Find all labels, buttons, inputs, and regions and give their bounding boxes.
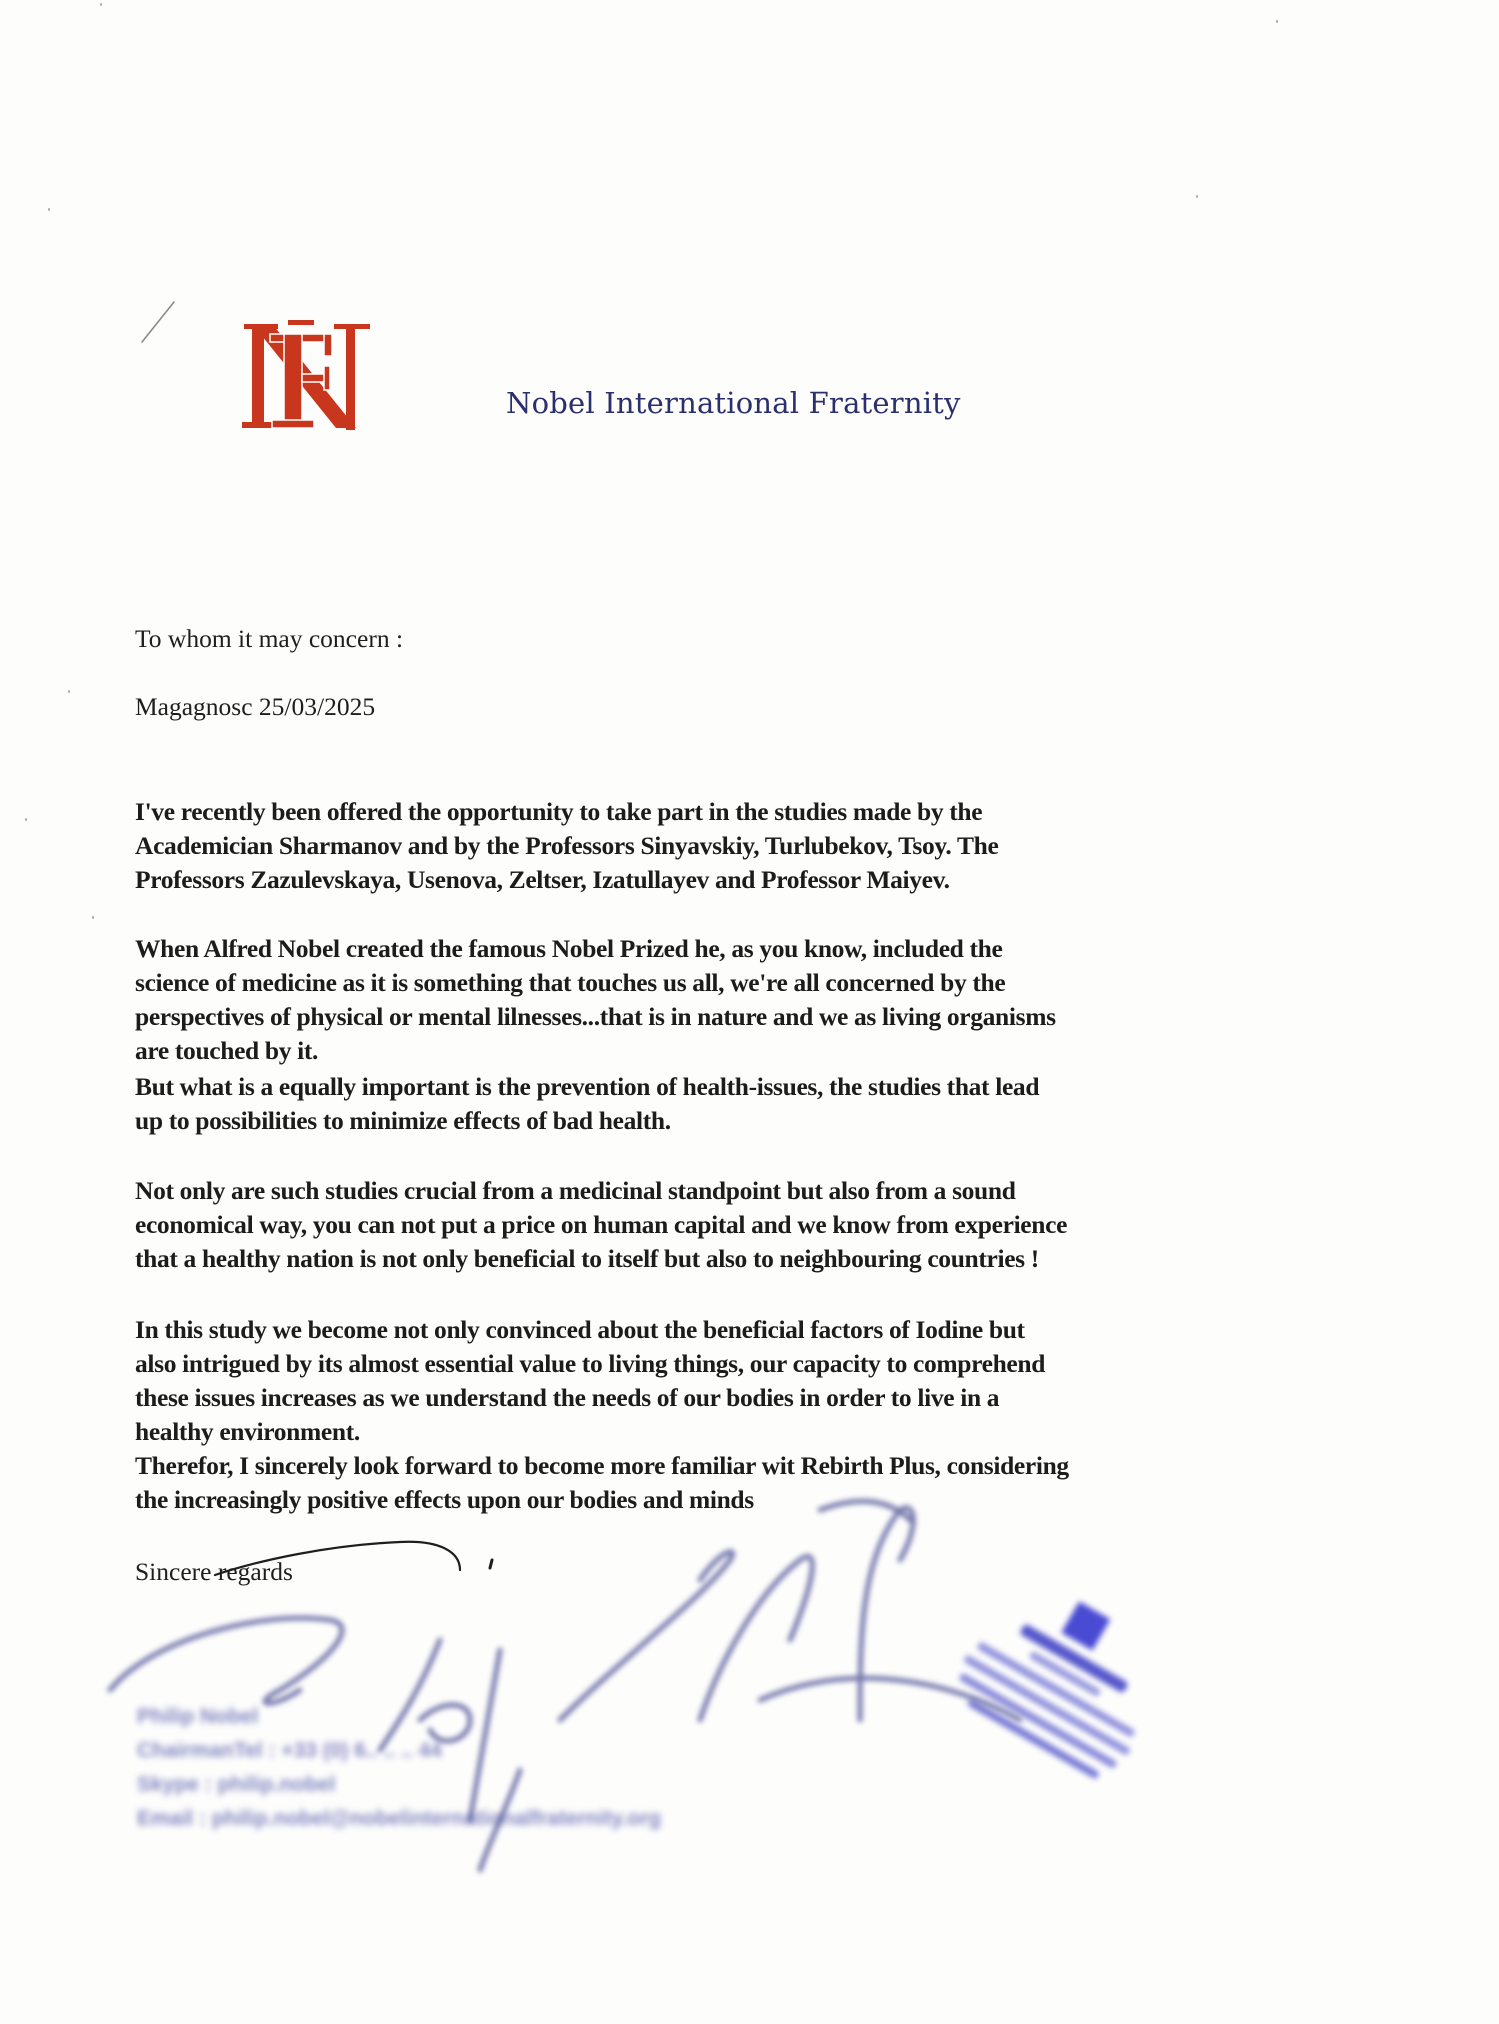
- contact-email: Email : philip.nobel@nobelinternationalfraternity.org: [137, 1807, 662, 1830]
- body-line: these issues increases as we understand the needs of our bodies in order to live in a: [135, 1383, 1000, 1412]
- body-line: In this study we become not only convinced about the beneficial factors of Iodine but: [135, 1315, 1025, 1344]
- body-line: Therefor, I sincerely look forward to become more familiar wit Rebirth Plus, considering: [135, 1451, 1069, 1480]
- body-line: I've recently been offered the opportunity to take part in the studies made by the: [135, 797, 983, 826]
- stamp-text-line: [966, 1698, 1100, 1780]
- scan-speck: [48, 208, 50, 211]
- body-line: But what is a equally important is the prevention of health-issues, the studies that lead: [135, 1072, 1040, 1101]
- body-line: Academician Sharmanov and by the Professors Sinyavskiy, Turlubekov, Tsoy. The: [135, 831, 999, 860]
- contact-name: Philip Nobel: [137, 1705, 259, 1728]
- place-date: Magagnosc 25/03/2025: [135, 692, 376, 721]
- scan-speck: [100, 3, 102, 6]
- scan-speck: [1276, 20, 1278, 23]
- nif-monogram-logo-icon: [240, 318, 372, 432]
- closing: Sincere regards: [135, 1557, 293, 1586]
- salutation: To whom it may concern :: [135, 624, 404, 653]
- body-line: also intrigued by its almost essential value to living things, our capacity to comprehend: [135, 1349, 1046, 1378]
- body-line: that a healthy nation is not only beneficial to itself but also to neighbouring countries !: [135, 1244, 1039, 1273]
- contact-block: [137, 1700, 661, 1836]
- body-line: When Alfred Nobel created the famous Nobel Prized he, as you know, included the: [135, 934, 1003, 963]
- body-line: science of medicine as it is something that touches us all, we're all concerned by the: [135, 968, 1006, 997]
- body-line: healthy environment.: [135, 1417, 360, 1446]
- scan-speck: [68, 690, 70, 693]
- scan-speck: [1196, 195, 1198, 198]
- body-line: Not only are such studies crucial from a medicinal standpoint but also from a sound: [135, 1176, 1016, 1205]
- contact-title-phone: ChairmanTel : +33 (0) 6.. .. .. 44: [137, 1739, 442, 1762]
- body-line: perspectives of physical or mental lilnesses...that is in nature and we as living organisms: [135, 1002, 1056, 1031]
- contact-skype: Skype : philip.nobel: [137, 1773, 336, 1796]
- pencil-mark-icon: [138, 298, 178, 346]
- scan-speck: [92, 916, 94, 919]
- official-stamp-icon: [896, 1553, 1204, 1846]
- stamp-logo-icon: [1061, 1601, 1110, 1650]
- body-line: are touched by it.: [135, 1036, 319, 1065]
- body-line: Professors Zazulevskaya, Usenova, Zeltser, Izatullayev and Professor Maiyev.: [135, 865, 950, 894]
- body-line: the increasingly positive effects upon our bodies and minds: [135, 1485, 754, 1514]
- organization-name: Nobel International Fraternity: [506, 386, 961, 420]
- scan-speck: [25, 818, 27, 821]
- body-line: up to possibilities to minimize effects of bad health.: [135, 1106, 671, 1135]
- body-line: economical way, you can not put a price on human capital and we know from experience: [135, 1210, 1068, 1239]
